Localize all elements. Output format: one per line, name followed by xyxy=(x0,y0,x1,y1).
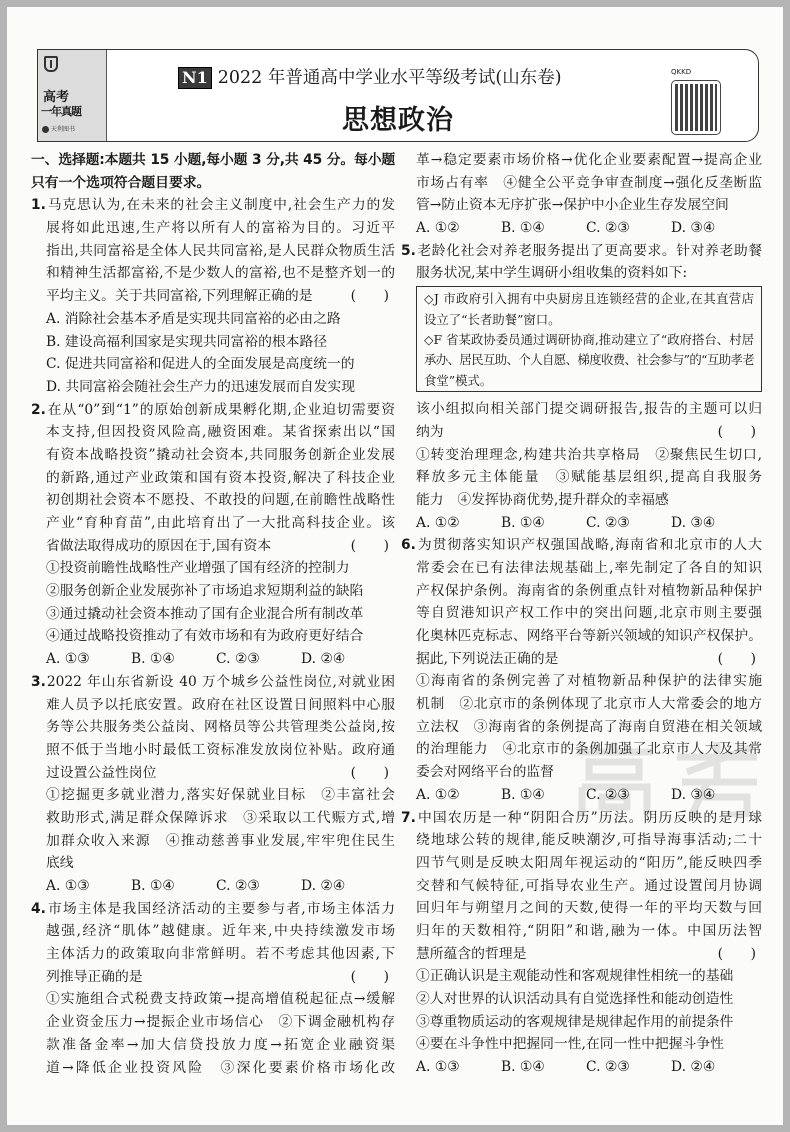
statement-line: ③尊重物质运动的客观规律是规律起作用的前提条件 xyxy=(416,1013,734,1030)
stem-text: 2022 年山东省新设 40 万个城乡公益性岗位,对就业困 xyxy=(46,673,395,690)
choice-a: A. ①② xyxy=(416,514,460,531)
material-line: ◇J 市政府引入拥有中央厨房且连锁经营的企业,在其直营店 xyxy=(424,291,754,307)
question-stem-line: 回归年与朔望月之间的天数,使得一年的平均天数与回 xyxy=(416,900,762,917)
question-stem-line: 归年的天数相符,“阴阳”和谐,融为一体。中国历法智 xyxy=(416,922,762,939)
question-stem-line xyxy=(401,421,762,444)
statement-line: ①实施组合式税费支持政策→提高增值税起征点→缓解 xyxy=(46,991,395,1008)
qr-label: QKKD xyxy=(671,68,692,76)
question-stem-line: 等自贸港知识产权工作中的突出问题,北京市则主要强 xyxy=(416,605,762,622)
series-sublabel: 一年真题 xyxy=(41,105,81,118)
option-line: D. 共同富裕会随社会生产力的迅速发展而自发实现 xyxy=(46,378,356,395)
left-column xyxy=(31,149,395,1079)
exam-header xyxy=(37,49,759,142)
choice-c: C. ②③ xyxy=(586,514,630,531)
question-stem-line: 四节气则是反映太阳周年视运动的“阳历”,能反映四季 xyxy=(416,854,762,871)
material-box xyxy=(416,286,762,392)
question-stem-line: 交替和气候特征,可指导农业生产。通过设置闰月协调 xyxy=(416,877,762,894)
statement-line: ④通过战略投资推动了有效市场和有为政府更好结合 xyxy=(46,628,364,645)
choice-b: B. ①④ xyxy=(501,786,545,803)
answer-choices xyxy=(401,217,762,240)
answer-bracket: ( ) xyxy=(350,968,389,985)
statement-line: 市场占有率 ④健全公平竞争审查制度→强化反垄断监 xyxy=(416,174,762,191)
question-stem-line xyxy=(401,648,762,671)
choice-d: D. ②④ xyxy=(301,651,346,668)
question-stem-line: 绕地球公转的规律,能反映潮汐,可指导海事活动;二十 xyxy=(416,832,762,849)
material-line: 设立了“长者助餐”窗口。 xyxy=(424,311,561,327)
question-number: 4. xyxy=(31,900,46,917)
choice-b: B. ①④ xyxy=(501,1059,545,1076)
section-instructions: 一、选择题:本题共 15 小题,每小题 3 分,共 45 分。每小题 xyxy=(31,152,395,168)
question-stem-line: 化奥林匹克标志、网络平台等新兴领域的知识产权保护。 xyxy=(416,628,762,644)
choice-b: B. ①④ xyxy=(131,651,175,668)
answer-choices xyxy=(31,875,395,898)
statement-line: 加群众收入来源 ④推动慈善事业发展,牢牢兜住民生 xyxy=(46,832,395,849)
question-stem-line: 有资本战略投资”撬动社会资本,共同服务创新企业发展 xyxy=(46,446,395,463)
question-stem-line xyxy=(31,898,395,921)
statement-line: ①正确认识是主观能动性和客观规律性相统一的基础 xyxy=(416,968,734,985)
choice-c: C. ②③ xyxy=(586,1059,630,1076)
statement-line: 底线 xyxy=(46,855,74,872)
stem-wrap xyxy=(46,966,143,989)
material-line: ◇F 省某政协委员通过调研协商,推动建立了“政府搭台、村居 xyxy=(424,331,754,347)
statement-line: ②人对世界的认识活动具有自觉选择性和能动创造性 xyxy=(416,991,734,1007)
question-stem-line xyxy=(31,762,395,785)
question-stem-line: 和精神生活都富裕,不是少数人的富裕,也不是整齐划一的 xyxy=(46,265,395,282)
question-stem-line: 产业“育种育苗”,由此培育出了一大批高科技企业。该 xyxy=(46,515,395,531)
answer-bracket: ( ) xyxy=(717,650,756,667)
statement-line: ①挖掘更多就业潜力,落实好保就业目标 ②丰富社会 xyxy=(46,787,395,804)
question-stem-line xyxy=(31,535,395,558)
question-stem-line: 难人员予以托底安置。政府在社区设置日间照料中心服 xyxy=(46,696,395,713)
option-line: B. 建设高福利国家是实现共同富裕的根本路径 xyxy=(46,333,328,350)
choice-d: D. ③④ xyxy=(671,786,716,803)
choice-c: C. ②③ xyxy=(586,220,630,237)
question-number: 6. xyxy=(401,537,416,554)
stem-text: 据此,下列说法正确的是 xyxy=(416,650,559,667)
choice-a: A. ①③ xyxy=(46,651,90,668)
question-stem-line xyxy=(401,534,762,557)
option-line: C. 促进共同富裕和促进人的全面发展是高度统一的 xyxy=(46,356,355,373)
question-stem-line xyxy=(31,671,395,694)
choice-a: A. ①② xyxy=(416,786,460,803)
question-stem-line: 本支持,但因投资风险高,融资困难。某省探索出以“国 xyxy=(46,424,395,441)
section-instructions: 只有一个选项符合题目要求。 xyxy=(31,174,211,191)
material-line: 食堂”模式。 xyxy=(424,372,493,388)
question-stem-line: 常委会在已有法律法规基础上,率先制定了各自的知识 xyxy=(416,559,762,576)
answer-bracket: ( ) xyxy=(350,288,389,305)
question-stem-line xyxy=(401,807,762,830)
question-stem-line xyxy=(31,399,395,422)
stem-text: 过设置公益性岗位 xyxy=(46,764,157,781)
answer-bracket: ( ) xyxy=(350,764,389,781)
statement-line: 企业资金压力→提振企业市场信心 ②下调金融机构存 xyxy=(46,1014,395,1031)
choice-d: D. ②④ xyxy=(671,1059,716,1076)
stem-wrap xyxy=(46,762,156,785)
answer-bracket: ( ) xyxy=(717,945,756,962)
question-stem-line: 服务状况,某中学生调研小组收集的资料如下: xyxy=(416,265,688,282)
statement-line: 立法权 ③海南省的条例提高了海南自贸港在相关领域 xyxy=(416,718,762,735)
exam-title xyxy=(178,64,562,89)
question-number: 7. xyxy=(401,809,416,826)
answer-bracket: ( ) xyxy=(717,423,756,440)
statement-line: 委会对网络平台的监督 xyxy=(416,764,554,781)
question-stem-line xyxy=(401,240,762,263)
exam-title-text: 2022 年普通高中学业水平等级考试(山东卷) xyxy=(217,68,562,88)
statement-line: ①投资前瞻性战略性产业增强了国有经济的控制力 xyxy=(46,560,350,577)
question-stem-line: 指出,共同富裕是全体人民共同富裕,是人民群众物质生活 xyxy=(46,242,395,259)
qr-code-icon xyxy=(671,80,721,135)
question-stem-line: 越强,经济“肌体”越健康。近年来,中央持续激发市场 xyxy=(46,923,395,940)
choice-c: C. ②③ xyxy=(216,651,260,668)
answer-bracket: ( ) xyxy=(350,537,389,554)
statement-line: 款准备金率→加大信贷投放力度→拓宽企业融资渠 xyxy=(46,1036,395,1053)
stem-text: 列推导正确的是 xyxy=(46,968,143,985)
statement-line: ④要在斗争性中把握同一性,在同一性中把握斗争性 xyxy=(416,1036,724,1053)
choice-d: D. ③④ xyxy=(671,220,716,237)
statement-line: 能力 ④发挥协商优势,提升群众的幸福感 xyxy=(416,491,669,508)
stem-text: 老龄化社会对养老服务提出了更高要求。针对养老助餐 xyxy=(416,242,762,259)
question-stem-line: 产权保护条例。海南省的条例重点针对植物新品种保护 xyxy=(416,582,762,599)
question-stem-line: 主体活力的政策取向非常鲜明。若不考虑其他因素,下 xyxy=(46,946,395,963)
statement-line: 的治理能力 ④北京市的条例加强了北京市人大及其常 xyxy=(416,741,762,758)
statement-line: 革→稳定要素市场价格→优化企业要素配置→提高企业 xyxy=(416,152,762,168)
stem-text: 马克思认为,在未来的社会主义制度中,社会生产力的发 xyxy=(46,197,395,214)
question-number: 2. xyxy=(31,401,46,418)
statement-line: ①转变治理理念,构建共治共享格局 ②聚焦民生切口, xyxy=(416,446,762,463)
question-stem-line xyxy=(31,285,395,308)
book-icon xyxy=(44,56,58,72)
question-number: 1. xyxy=(31,197,46,214)
paper-badge: N1 xyxy=(178,67,212,89)
statement-line: 道→降低企业投资风险 ③深化要素价格市场化改 xyxy=(46,1059,395,1076)
stem-wrap xyxy=(416,943,526,966)
answer-choices xyxy=(31,648,395,671)
statement-line: 机制 ②北京市的条例体现了北京市人大常委会的地方 xyxy=(416,696,762,713)
choice-a: A. ①② xyxy=(416,220,460,237)
statement-line: ②服务创新企业发展弥补了市场追求短期利益的缺陷 xyxy=(46,583,364,600)
stem-text: 为贯彻落实知识产权强国战略,海南省和北京市的人大 xyxy=(416,537,762,554)
statement-line: ①海南省的条例完善了对植物新品种保护的法律实施 xyxy=(416,673,762,690)
choice-b: B. ①④ xyxy=(501,514,545,531)
material-line: 承办、居民互助、个人自愿、梯度收费、社会参与”的“互助孝老 xyxy=(424,352,755,368)
question-stem-line: 初创期社会资本不愿投、不敢投的问题,在前瞻性战略性 xyxy=(46,492,395,509)
option-line: A. 消除社会基本矛盾是实现共同富裕的必由之路 xyxy=(46,310,341,327)
choice-b: B. ①④ xyxy=(131,878,175,894)
answer-choices xyxy=(401,512,762,535)
question-stem-line: 的新路,通过产业政策和国有资本投资,解决了科技企业 xyxy=(46,469,395,486)
question-stem-line: 该小组拟向相关部门提交调研报告,报告的主题可以归 xyxy=(416,401,762,418)
choice-a: A. ①③ xyxy=(416,1059,460,1076)
stem-text: 慧所蕴含的哲理是 xyxy=(416,945,527,962)
question-number: 5. xyxy=(401,242,416,259)
stem-text: 纳为 xyxy=(416,423,444,440)
choice-a: A. ①③ xyxy=(46,878,90,894)
publisher-name: 天利图书 xyxy=(51,126,76,133)
answer-choices xyxy=(401,1056,762,1079)
stem-wrap xyxy=(46,285,313,308)
choice-c: C. ②③ xyxy=(216,878,260,894)
stem-wrap xyxy=(416,648,558,671)
stem-wrap xyxy=(46,535,271,558)
question-stem-line: 务等公共服务类公益岗、网格员等公共管理类公益岗,按 xyxy=(46,719,395,736)
statement-line: ③通过撬动社会资本推动了国有企业混合所有制改革 xyxy=(46,605,364,622)
question-stem-line xyxy=(401,943,762,966)
choice-d: D. ③④ xyxy=(671,514,716,531)
question-stem-line xyxy=(31,194,395,217)
stem-text: 平均主义。关于共同富裕,下列理解正确的是 xyxy=(46,288,313,305)
choice-d: D. ②④ xyxy=(301,878,346,894)
right-column xyxy=(401,149,762,1079)
statement-line: 救助形式,满足群众保障诉求 ③采取以工代赈方式,增 xyxy=(46,809,395,826)
question-stem-line: 展将如此迅速,生产将以所有人的富裕为目的。习近平 xyxy=(46,220,395,237)
question-stem-line: 照不低于当地小时最低工资标准发放岗位补贴。政府通 xyxy=(46,741,395,758)
statement-line: 释放多元主体能量 ③赋能基层组织,提高自我服务 xyxy=(416,469,762,486)
choice-b: B. ①④ xyxy=(501,220,545,237)
stem-text: 省做法取得成功的原因在于,国有资本 xyxy=(46,537,272,554)
stem-text: 市场主体是我国经济活动的主要参与者,市场主体活力 xyxy=(46,900,395,917)
stem-text: 在从“0”到“1”的原始创新成果孵化期,企业迫切需要资 xyxy=(46,401,395,418)
subject-title: 思想政治 xyxy=(342,105,454,136)
question-number: 3. xyxy=(31,673,46,690)
question-stem-line xyxy=(31,966,395,989)
series-label: 高考 xyxy=(43,90,70,105)
statement-line: 管→防止资本无序扩张→保护中小企业生存发展空间 xyxy=(416,197,729,214)
stem-wrap xyxy=(416,421,444,444)
choice-c: C. ②③ xyxy=(586,786,630,803)
stem-text: 中国农历是一种“阴阳合历”历法。阴历反映的是月球 xyxy=(416,809,762,826)
answer-choices xyxy=(401,784,762,807)
